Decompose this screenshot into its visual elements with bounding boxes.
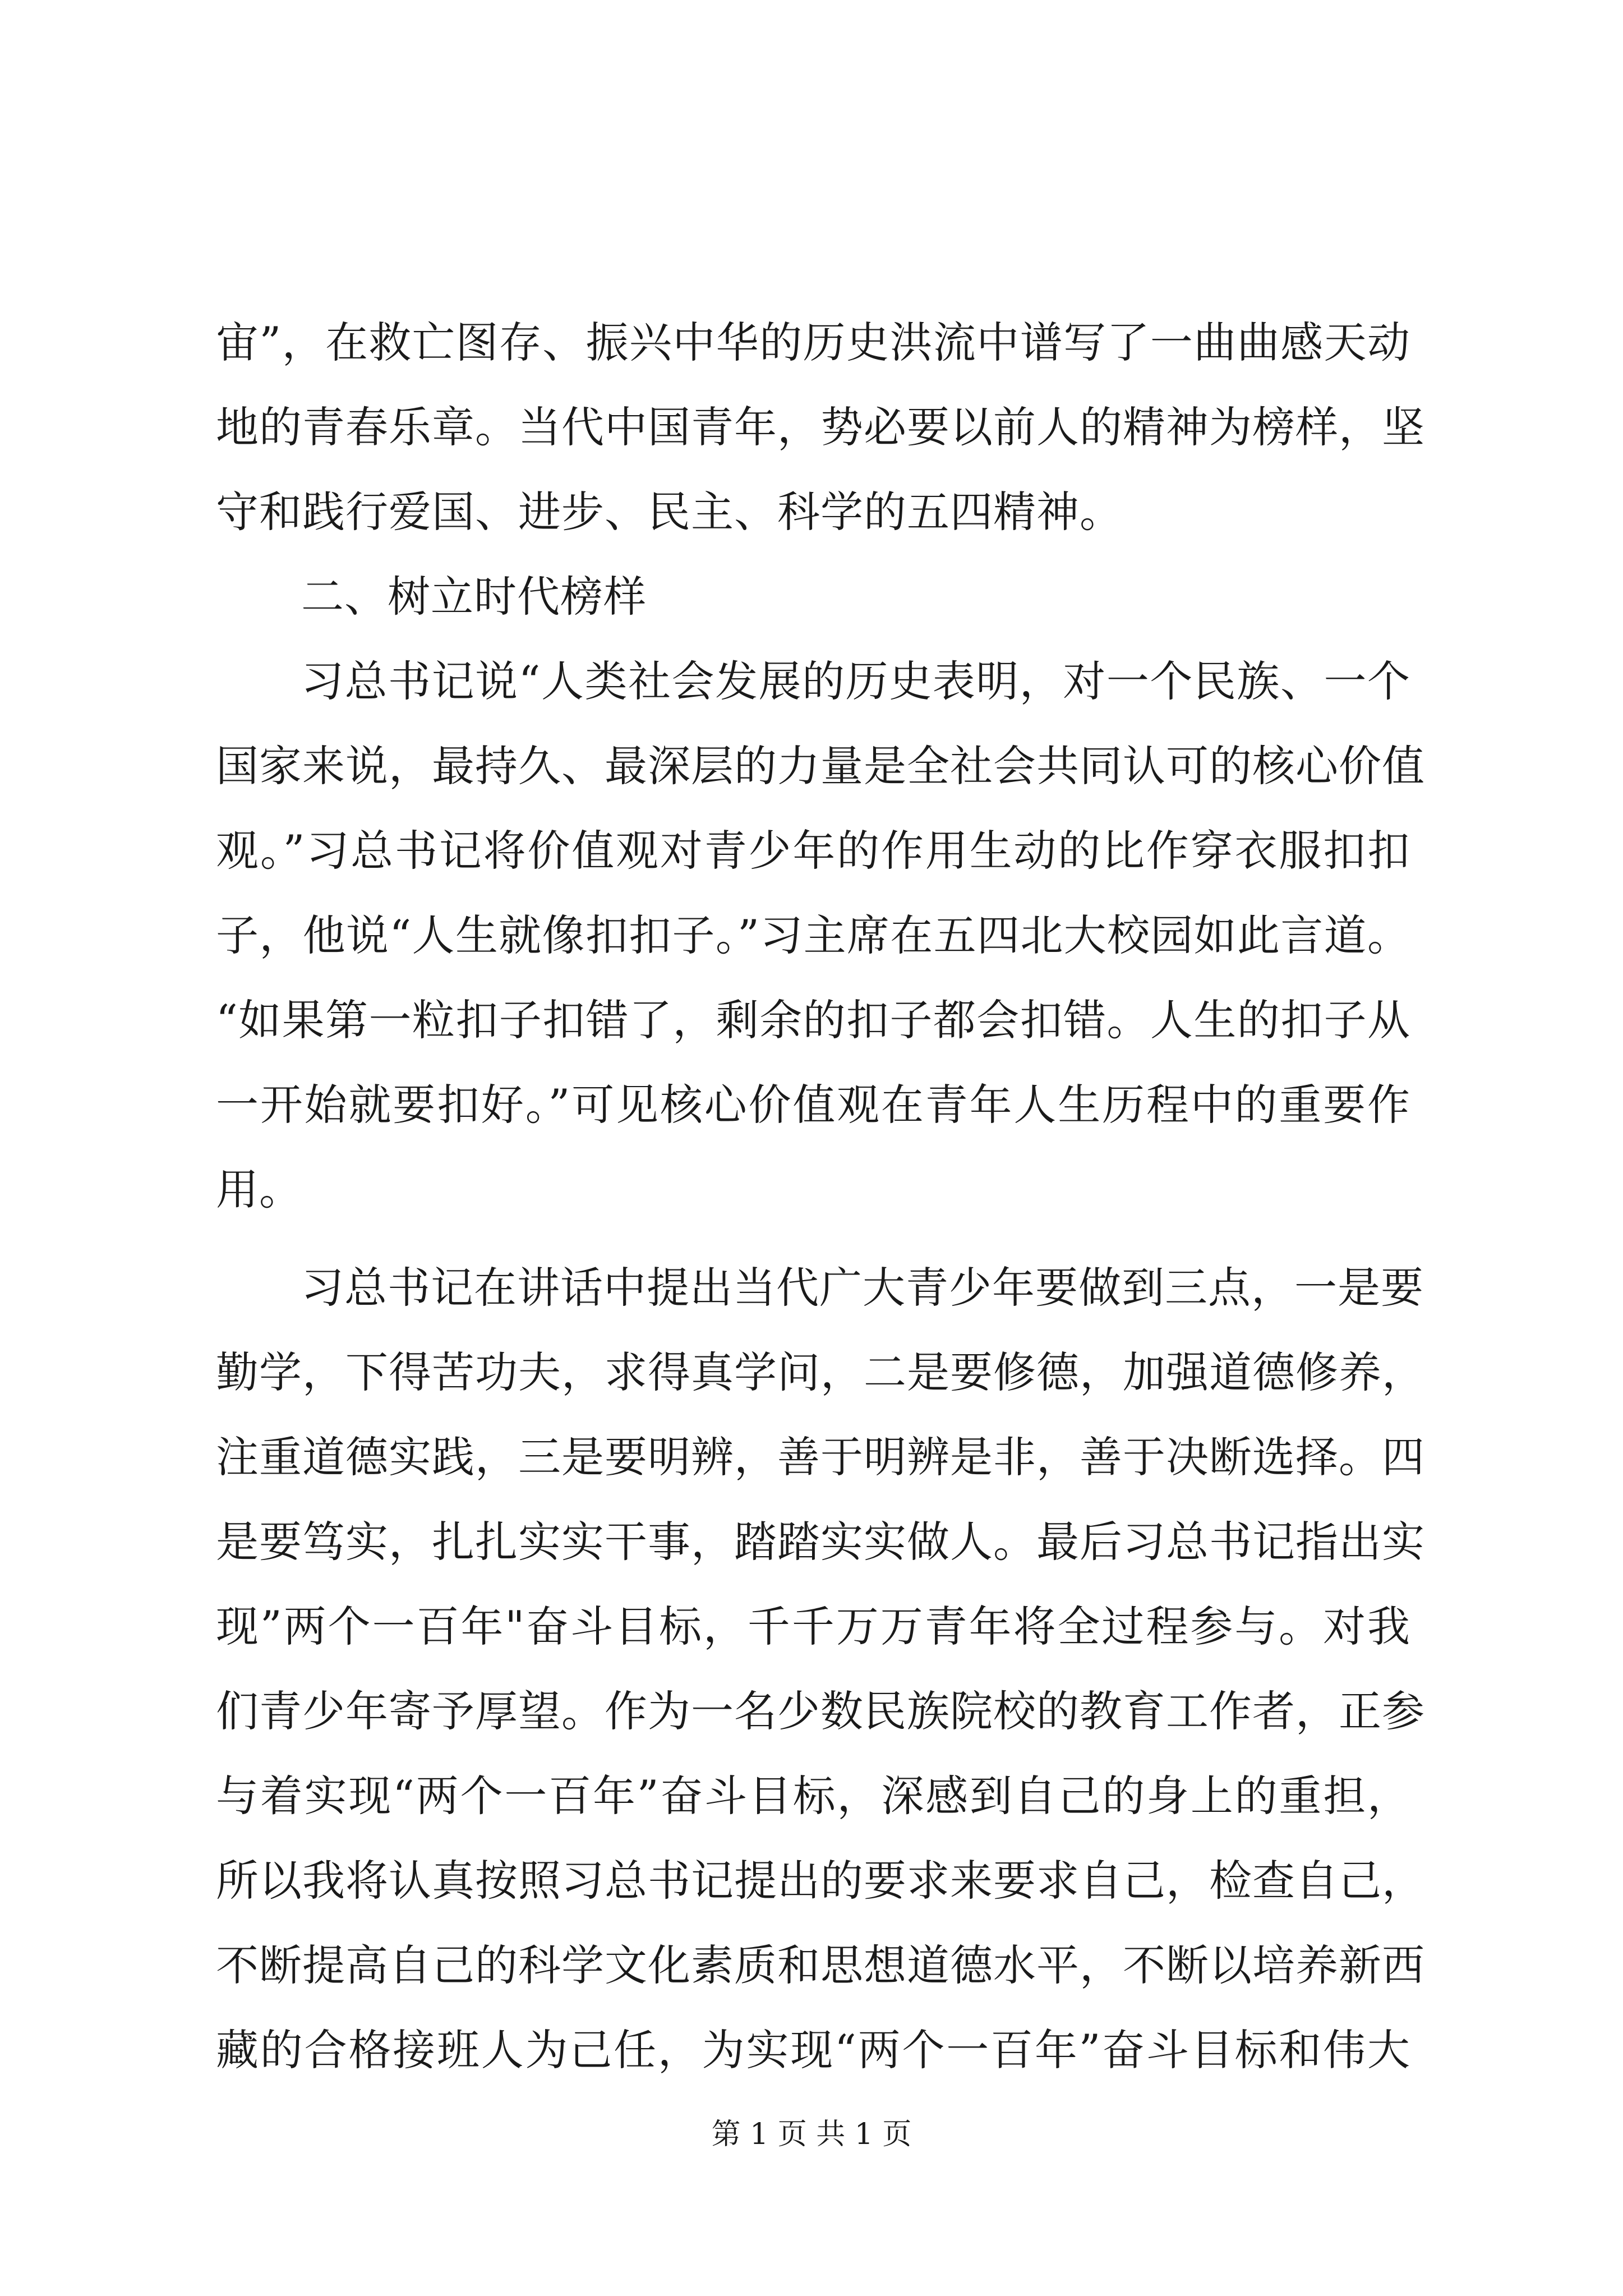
text-line: 们青少年寄予厚望。作为一名少数民族院校的教育工作者，正参	[216, 1686, 1425, 1736]
text-line: 不断提高自己的科学文化素质和思想道德水平，不断以培养新西	[216, 1940, 1425, 1990]
text-line: 习总书记说“人类社会发展的历史表明，对一个民族、一个	[301, 656, 1410, 706]
text-line: 所以我将认真按照习总书记提出的要求来要求自己，检查自己，	[216, 1856, 1425, 1906]
text-line: 注重道德实践，三是要明辨，善于明辨是非，善于决断选择。四	[216, 1432, 1425, 1482]
page-number-label: 第 1 页 共 1 页	[711, 2118, 912, 2151]
text-line: 守和践行爱国、进步、民主、科学的五四精神。	[216, 487, 1123, 537]
text-line: 国家来说，最持久、最深层的力量是全社会共同认可的核心价值	[216, 741, 1425, 791]
text-line: 是要笃实，扎扎实实干事，踏踏实实做人。最后习总书记指出实	[216, 1517, 1425, 1567]
paragraph-2	[216, 639, 1425, 1232]
paragraph-3	[216, 1245, 1425, 2092]
body-text	[216, 300, 1425, 2092]
text-line: 与着实现“两个一百年”奋斗目标，深感到自己的身上的重担，	[216, 1771, 1410, 1821]
paragraph-gap	[216, 1232, 1410, 1245]
text-line: “如果第一粒扣子扣错了，剩余的扣子都会扣错。人生的扣子从	[216, 995, 1410, 1045]
text-line: 子，他说“人生就像扣扣子。”习主席在五四北大校园如此言道。	[216, 910, 1410, 960]
text-line: 宙”，在救亡图存、振兴中华的历史洪流中谱写了一曲曲感天动	[216, 318, 1410, 367]
paragraph-1	[216, 300, 1425, 554]
text-line: 地的青春乐章。当代中国青年，势必要以前人的精神为榜样，坚	[216, 402, 1425, 452]
text-line: 用。	[216, 1165, 302, 1214]
text-line: 观。”习总书记将价值观对青少年的作用生动的比作穿衣服扣扣	[216, 826, 1410, 876]
text-line: 一开始就要扣好。”可见核心价值观在青年人生历程中的重要作	[216, 1080, 1410, 1130]
section-heading: 二、树立时代榜样	[301, 572, 647, 622]
text-line: 习总书记在讲话中提出当代广大青少年要做到三点，一是要	[301, 1263, 1424, 1313]
text-line: 勤学，下得苦功夫，求得真学问，二是要修德，加强道德修养，	[216, 1347, 1425, 1397]
text-line: 藏的合格接班人为己任，为实现“两个一百年”奋斗目标和伟大	[216, 2025, 1410, 2075]
page-footer	[0, 2115, 1623, 2154]
text-line: 现”两个一百年"奋斗目标，千千万万青年将全过程参与。对我	[216, 1602, 1410, 1651]
